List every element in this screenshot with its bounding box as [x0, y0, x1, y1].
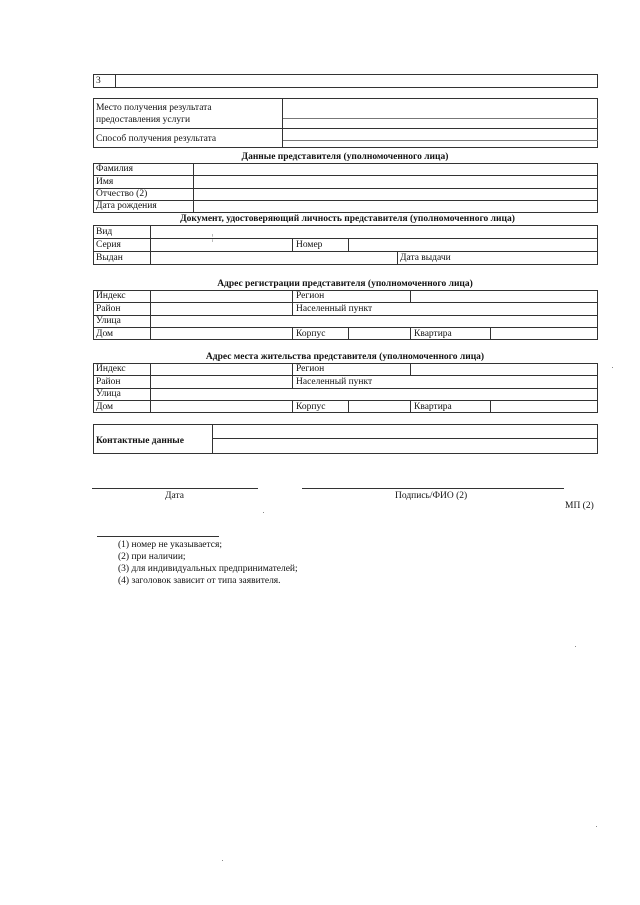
- reg-apartment-label: Квартира: [414, 329, 452, 339]
- res-house-label: Дом: [96, 402, 114, 412]
- name-signature-line: [302, 488, 564, 489]
- id-doc-heading: Документ, удостоверяющий личность представителя (уполномоченного лица): [180, 214, 515, 224]
- reg-building-label: Корпус: [296, 329, 326, 339]
- surname-label: Фамилия: [96, 164, 134, 174]
- result-place-fill-line: [283, 118, 598, 119]
- res-row-1: [93, 375, 598, 376]
- res-mid-divider-5: [410, 400, 411, 413]
- doc-number-label: Номер: [296, 240, 323, 250]
- res-mid-divider-4: [348, 400, 349, 413]
- patronymic-label: Отчество (2): [96, 189, 148, 199]
- res-row-3: [93, 400, 598, 401]
- reg-mid-divider-2: [410, 290, 411, 302]
- section-number: 3: [96, 76, 101, 86]
- footnote-4: (4) заголовок зависит от типа заявителя.: [118, 576, 281, 586]
- reg-region-label: Регион: [296, 291, 325, 301]
- reg-index-label: Индекс: [96, 291, 126, 301]
- scan-speck: [263, 512, 264, 513]
- footnote-3: (3) для индивидуальных предпринимателей;: [118, 564, 298, 574]
- stamp-caption: МП (2): [565, 501, 594, 511]
- reg-row-1: [93, 302, 598, 303]
- contacts-col-divider: [212, 424, 213, 454]
- date-signature-line: [92, 488, 258, 489]
- res-street-label: Улица: [96, 389, 121, 399]
- doc-type-label: Вид: [96, 227, 113, 237]
- id-doc-row-2: [93, 251, 598, 252]
- name-label: Имя: [96, 177, 114, 187]
- reg-mid-divider-5: [410, 327, 411, 340]
- res-index-label: Индекс: [96, 364, 126, 374]
- reg-row-2: [93, 315, 598, 316]
- res-mid-divider-3: [292, 400, 293, 413]
- rep-data-heading: Данные представителя (уполномоченного лица): [241, 152, 449, 162]
- res-building-label: Корпус: [296, 402, 326, 412]
- reg-address-heading: Адрес регистрации представителя (уполномоченного лица): [217, 279, 473, 289]
- id-doc-number-divider-1: [292, 238, 293, 251]
- scan-speck: [612, 367, 613, 368]
- rep-data-row-1: [93, 175, 598, 176]
- scan-speck: [575, 646, 576, 647]
- id-doc-col-divider: [150, 225, 151, 265]
- rep-data-row-3: [93, 200, 598, 201]
- footnote-1: (1) номер не указывается;: [118, 540, 222, 550]
- signature-name-caption: Подпись/ФИО (2): [395, 491, 468, 501]
- scan-speck: [222, 860, 223, 861]
- doc-issue-date-label: Дата выдачи: [400, 253, 451, 263]
- contacts-label: Контактные данные: [96, 436, 184, 446]
- res-mid-divider-2: [410, 363, 411, 375]
- id-doc-number-divider-2: [348, 238, 349, 251]
- scan-speck: [596, 826, 597, 827]
- result-method-label: Способ получения результата: [96, 134, 217, 144]
- res-region-label: Регион: [296, 364, 325, 374]
- pen-mark: ¦: [212, 233, 214, 242]
- section-number-row: [93, 74, 598, 88]
- res-mid-divider-1: [292, 363, 293, 388]
- footnote-separator: [97, 536, 219, 537]
- res-mid-divider-6: [490, 400, 491, 413]
- birth-date-label: Дата рождения: [96, 201, 157, 211]
- res-apartment-label: Квартира: [414, 402, 452, 412]
- reg-mid-divider-1: [292, 290, 293, 315]
- doc-series-label: Серия: [96, 240, 121, 250]
- id-doc-date-divider: [397, 251, 398, 265]
- reg-mid-divider-3: [292, 327, 293, 340]
- rep-data-row-2: [93, 188, 598, 189]
- section-number-divider: [115, 74, 116, 88]
- result-method-fill-line: [283, 140, 598, 141]
- contacts-row-divider: [212, 438, 598, 439]
- footnote-2: (2) при наличии;: [118, 552, 186, 562]
- res-locality-label: Населенный пункт: [296, 377, 373, 387]
- res-district-label: Район: [96, 377, 121, 387]
- date-caption: Дата: [165, 491, 184, 501]
- res-address-heading: Адрес места жительства представителя (уполномоченного лица): [205, 352, 485, 362]
- reg-house-label: Дом: [96, 329, 114, 339]
- res-row-2: [93, 388, 598, 389]
- reg-locality-label: Населенный пункт: [296, 304, 373, 314]
- id-doc-row-1: [93, 238, 598, 239]
- doc-issued-by-label: Выдан: [96, 253, 123, 263]
- reg-mid-divider-6: [490, 327, 491, 340]
- reg-district-label: Район: [96, 304, 121, 314]
- result-place-label: Место получения результата предоставления услуги: [96, 103, 212, 125]
- result-divider-horizontal: [93, 128, 598, 129]
- reg-row-3: [93, 327, 598, 328]
- reg-street-label: Улица: [96, 316, 121, 326]
- id-doc-table: [93, 225, 598, 265]
- reg-mid-divider-4: [348, 327, 349, 340]
